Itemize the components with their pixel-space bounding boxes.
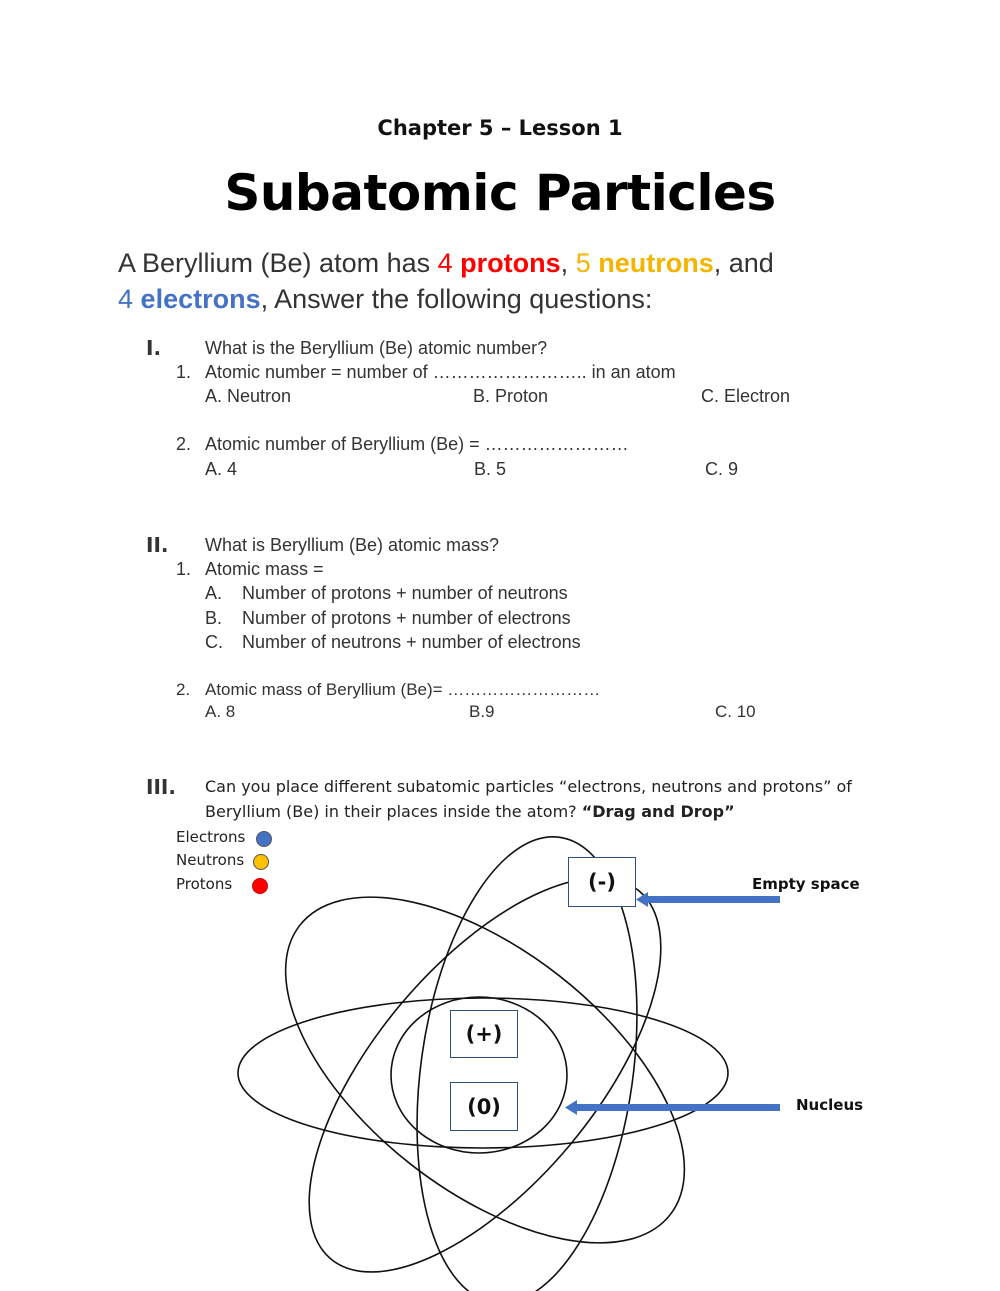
s1-q1-text: Atomic number = number of …………………….. in an atom [205, 362, 676, 382]
protons-word: protons [460, 248, 561, 278]
empty-space-label: Empty space [752, 875, 860, 893]
neutron-drop-box[interactable]: (0) [450, 1082, 518, 1131]
s2-q2-text: Atomic mass of Beryllium (Be)= ……………………… [205, 680, 601, 699]
section-3-numeral: III. [146, 775, 176, 799]
arrow-empty-space [636, 892, 780, 907]
arrow-nucleus [565, 1100, 780, 1115]
intro-question: , Answer the following questions: [260, 284, 653, 314]
s2-q1-option-c[interactable]: Number of neutrons + number of electrons [242, 632, 581, 652]
section-1-heading: What is the Beryllium (Be) atomic number? [205, 338, 548, 358]
s2-q2-number: 2. [176, 680, 191, 699]
s2-q1-number: 1. [176, 559, 192, 579]
electrons-word: electrons [140, 284, 261, 314]
s1-q2-option-a[interactable]: A. 4 [205, 459, 238, 479]
nucleus-label: Nucleus [796, 1096, 864, 1114]
s1-q2-number: 2. [176, 434, 192, 454]
drag-and-drop-label: “Drag and Drop” [581, 802, 735, 821]
section-2-heading: What is Beryllium (Be) atomic mass? [205, 535, 500, 555]
s2-q2-option-a[interactable]: A. 8 [205, 702, 236, 721]
electrons-count: 4 [118, 284, 134, 314]
s1-q1-option-b[interactable]: B. Proton [473, 386, 549, 406]
section-3-line-1: Can you place different subatomic particles “electrons, neutrons and protons” of [205, 777, 852, 796]
neutrons-count: 5 [575, 248, 591, 278]
intro-comma: , [560, 248, 576, 278]
s2-q1-option-a[interactable]: Number of protons + number of neutrons [242, 583, 568, 603]
s1-q2-text: Atomic number of Beryllium (Be) = …………………… [205, 434, 629, 454]
legend-neutrons-label: Neutrons [176, 851, 245, 869]
intro-text: A Beryllium (Be) atom has [118, 248, 438, 278]
s1-q1-number: 1. [176, 362, 192, 382]
legend-electrons-label: Electrons [176, 828, 246, 846]
section-2-numeral: II. [146, 533, 169, 557]
section-1-numeral: I. [146, 336, 162, 360]
legend-protons-label: Protons [176, 875, 233, 893]
s1-q1-option-a[interactable]: A. Neutron [205, 386, 292, 406]
page-title: Subatomic Particles [224, 164, 776, 222]
s2-q1-option-a-letter: A. [205, 583, 223, 603]
s2-q1-option-c-letter: C. [205, 632, 223, 652]
chapter-heading: Chapter 5 – Lesson 1 [377, 116, 623, 140]
electron-drop-box[interactable]: (-) [568, 857, 636, 907]
s1-q2-option-c[interactable]: C. 9 [705, 459, 739, 479]
proton-drop-box[interactable]: (+) [450, 1010, 518, 1058]
electron-dot[interactable] [256, 831, 272, 847]
s2-q1-option-b[interactable]: Number of protons + number of electrons [242, 608, 571, 628]
intro-and: , and [713, 248, 774, 278]
s2-q2-option-c[interactable]: C. 10 [715, 702, 756, 721]
s2-q1-option-b-letter: B. [205, 608, 223, 628]
s2-q1-text: Atomic mass = [205, 559, 324, 579]
s1-q1-option-c[interactable]: C. Electron [701, 386, 791, 406]
neutron-dot[interactable] [253, 854, 269, 870]
protons-count: 4 [437, 248, 453, 278]
s2-q2-option-b[interactable]: B.9 [469, 702, 495, 721]
s1-q2-option-b[interactable]: B. 5 [474, 459, 507, 479]
section-3-question: Beryllium (Be) in their places inside the atom? [205, 802, 582, 821]
neutrons-word: neutrons [598, 248, 714, 278]
proton-dot[interactable] [252, 878, 268, 894]
